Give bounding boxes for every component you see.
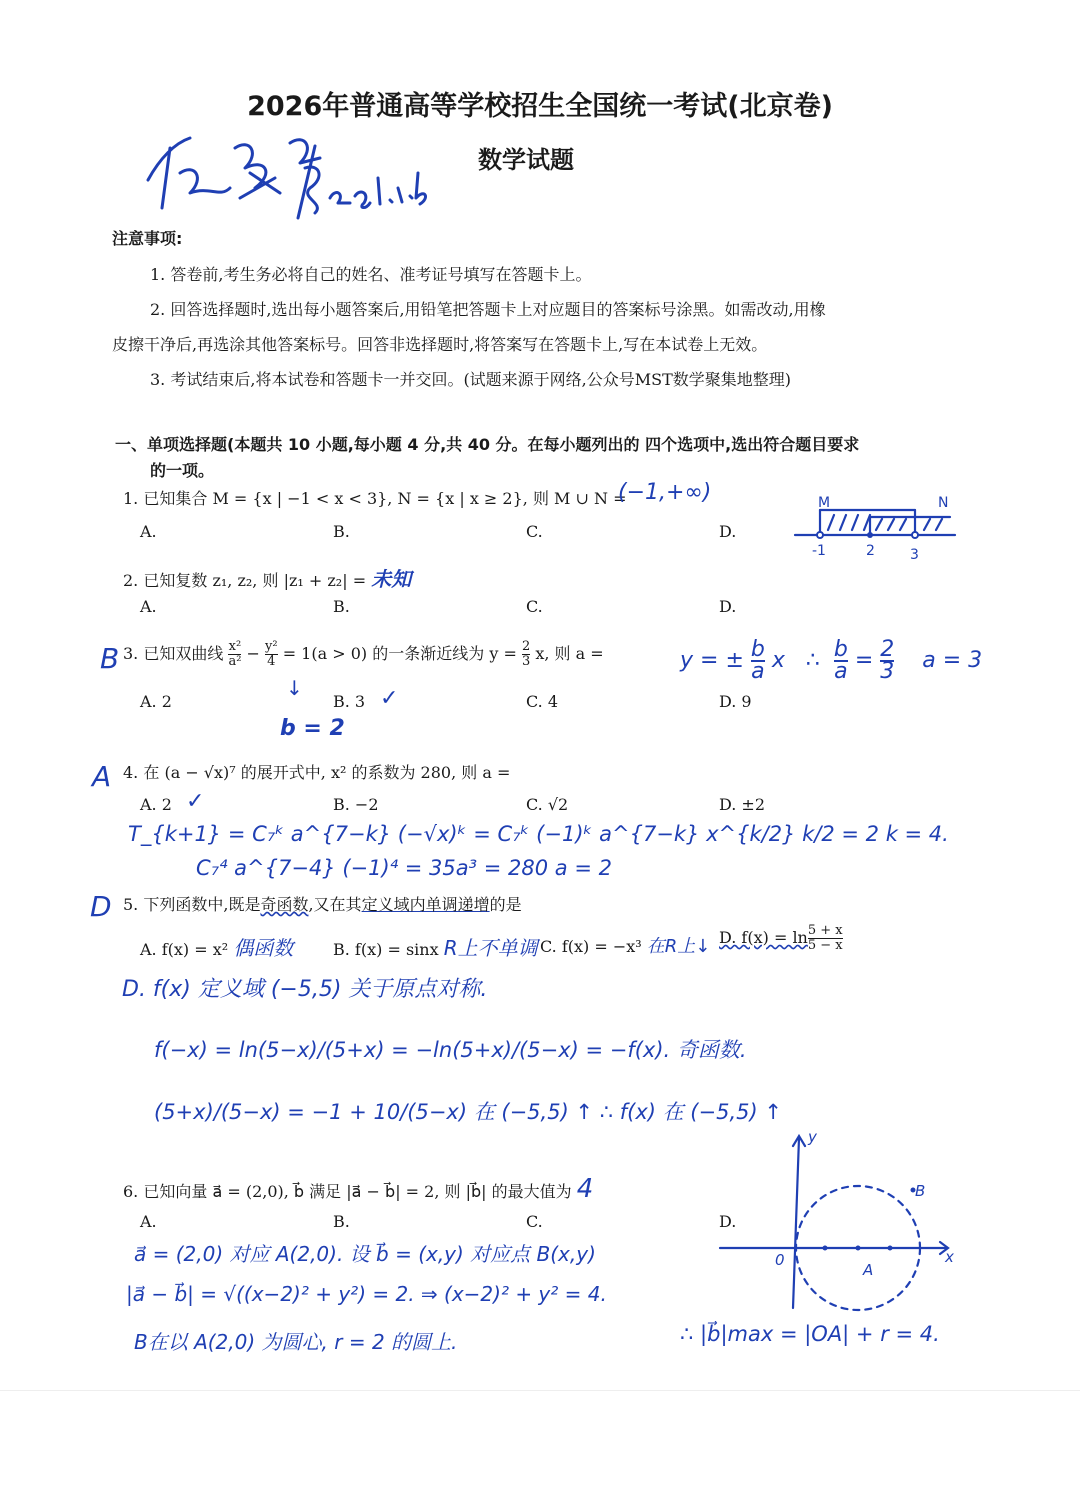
q1-number-line-sketch: [790, 495, 960, 565]
page-edge-line: [0, 1390, 1080, 1391]
q5-option-b: B. f(x) = sinx R上不单调: [333, 936, 538, 960]
q3-option-c: C. 4: [526, 692, 559, 711]
q1-label-2: 2: [866, 543, 875, 559]
q6-handwritten-line-4: ∴ |b⃗|max = |OA| + r = 4.: [680, 1322, 940, 1346]
q3-fraction-2-3: $\frac{2}{3}$: [521, 639, 531, 669]
q1-option-c: C.: [526, 522, 543, 541]
question-text: 在 (a − √x)⁷ 的展开式中, x² 的系数为 280, 则 a =: [143, 763, 511, 782]
q1-label-3: 3: [910, 547, 919, 563]
section-heading: 一、单项选择题(本题共 10 小题,每小题 4 分,共 40 分。在每小题列出的 四个选项中,选出符合题目要求: [115, 435, 860, 454]
question-5-stem: 5. 下列函数中,既是奇函数,又在其定义域内单调递增的是: [123, 895, 522, 914]
q4-option-b: B. −2: [333, 795, 379, 814]
q6-label-b: B: [915, 1182, 926, 1200]
notice-item-2-cont: 皮擦干净后,再选涂其他答案标号。回答非选择题时,将答案写在答题卡上,写在本试卷上无效。: [112, 335, 768, 354]
question-number: 4.: [123, 763, 139, 782]
q3-handwritten-choice: B: [100, 642, 120, 675]
question-number: 1.: [123, 489, 139, 508]
notice-item-1: 1. 答卷前,考生务必将自己的姓名、准考证号填写在答题卡上。: [150, 265, 592, 284]
q5-option-c: C. f(x) = −x³ 在R上↓: [540, 936, 711, 957]
question-number: 6.: [123, 1182, 139, 1201]
q6-handwritten-line-3: B在以 A(2,0) 为圆心, r = 2 的圆上.: [134, 1330, 458, 1354]
q1-label-n: N: [938, 495, 949, 511]
q5-handwritten-line-2: f(−x) = ln(5−x)/(5+x) = −ln(5+x)/(5−x) = −f(x). 奇函数.: [154, 1038, 747, 1062]
page-subtitle: 数学试题: [478, 146, 574, 174]
q4-option-c: C. √2: [526, 795, 569, 814]
q5-handwritten-line-3: (5+x)/(5−x) = −1 + 10/(5−x) 在 (−5,5) ↑ ∴ f(x) 在 (−5,5) ↑: [154, 1100, 782, 1124]
notice-heading: 注意事项:: [112, 229, 183, 248]
q6-handwritten-answer: 4: [576, 1174, 594, 1204]
q6-label-x: x: [945, 1248, 954, 1266]
q4-option-d: D. ±2: [719, 795, 766, 814]
q3-b-value: b = 2: [280, 716, 345, 741]
question-3-stem: 3. 已知双曲线 $\frac{\text{x²}}{\text{a²}}$ − $\frac{\text{y²}}{4}$ = 1(a > 0) 的一条渐近线为 y = $\frac{2}{3}$ x, 则 a =: [123, 639, 604, 669]
question-number: 2.: [123, 571, 139, 590]
q5-handwritten-line-1: D. f(x) 定义域 (−5,5) 关于原点对称.: [122, 977, 488, 1002]
question-number: 5.: [123, 895, 139, 914]
handwritten-signature: [140, 118, 430, 223]
question-4-stem: [123, 760, 510, 783]
question-text: 已知集合 M = {x | −1 < x < 3}, N = {x | x ≥ 2}, 则 M ∪ N =: [143, 489, 627, 508]
q5-underlined-monotonic: 定义域内单调递增: [361, 895, 490, 914]
q4-check-mark: ✓: [186, 789, 205, 814]
section-heading-cont: 的一项。: [150, 461, 215, 480]
q4-option-a: A. 2: [140, 795, 172, 814]
q6-option-d: D.: [719, 1212, 737, 1231]
q1-label-neg1: -1: [812, 543, 826, 559]
q6-handwritten-line-2: |a⃗ − b⃗| = √((x−2)² + y²) = 2. ⇒ (x−2)² + y² = 4.: [126, 1282, 607, 1306]
question-2-stem: [123, 563, 411, 592]
q5-underlined-odd: 奇函数: [260, 895, 309, 914]
q3-check-mark: ✓: [380, 686, 399, 711]
q6-label-origin: 0: [775, 1251, 785, 1269]
q2-option-b: B.: [333, 597, 350, 616]
q5-note-a: 偶函数: [233, 936, 294, 960]
q1-option-b: B.: [333, 522, 350, 541]
q6-label-y: y: [808, 1128, 817, 1146]
question-text: 已知复数 z₁, z₂, 则 |z₁ + z₂| =: [143, 571, 367, 590]
q5-option-a: A. f(x) = x² 偶函数: [140, 936, 294, 960]
q5-option-d: D. f(x) = ln $\frac{5 + x}{5 - x}$: [719, 923, 843, 953]
q1-handwritten-answer: (−1,+∞): [618, 480, 712, 505]
q1-option-d: D.: [719, 522, 737, 541]
question-6-stem: [123, 1174, 593, 1204]
q3-arrow-down: ↓: [286, 676, 303, 700]
q1-option-a: A.: [140, 522, 157, 541]
question-number: 3.: [123, 644, 139, 663]
q6-option-a: A.: [140, 1212, 157, 1231]
q5-note-b: R上不单调: [443, 936, 538, 960]
notice-item-2: 2. 回答选择题时,选出每小题答案后,用铅笔把答题卡上对应题目的答案标号涂黑。如需改动,用橡: [150, 300, 826, 319]
q6-option-b: B.: [333, 1212, 350, 1231]
q6-option-c: C.: [526, 1212, 543, 1231]
q2-option-d: D.: [719, 597, 737, 616]
q3-handwritten-work: y = ± $\frac{b}{a}$ x ∴ $\frac{b}{a}$ = $\frac{2}{3}$ a = 3: [680, 637, 983, 684]
q3-fraction-x2-a2: $\frac{\text{x²}}{\text{a²}}$: [228, 639, 242, 669]
question-text: 已知向量 a⃗ = (2,0), b⃗ 满足 |a⃗ − b⃗| = 2, 则 |b⃗| 的最大值为: [143, 1182, 572, 1201]
q2-option-c: C.: [526, 597, 543, 616]
question-1-stem: [123, 486, 627, 509]
q4-handwritten-line-1: T_{k+1} = C₇ᵏ a^{7−k} (−√x)ᵏ = C₇ᵏ (−1)ᵏ a^{7−k} x^{k/2} k/2 = 2 k = 4.: [128, 822, 949, 846]
q3-option-b: B. 3: [333, 692, 366, 711]
q6-label-a: A: [863, 1261, 874, 1279]
q5-note-c: 在R上↓: [646, 936, 711, 957]
q3-option-a: A. 2: [140, 692, 172, 711]
q5-handwritten-choice: D: [90, 890, 112, 923]
q6-circle-sketch: [715, 1130, 955, 1310]
q3-fraction-y2-4: $\frac{\text{y²}}{4}$: [265, 639, 278, 669]
q2-handwritten-answer: 未知: [371, 567, 412, 591]
q1-label-m: M: [818, 495, 831, 511]
q4-handwritten-line-2: C₇⁴ a^{7−4} (−1)⁴ = 35a³ = 280 a = 2: [196, 856, 612, 880]
question-text: 已知双曲线: [143, 644, 224, 663]
notice-item-3: 3. 考试结束后,将本试卷和答题卡一并交回。(试题来源于网络,公众号MST数学聚集地整理): [150, 370, 792, 389]
q3-option-d: D. 9: [719, 692, 752, 711]
q6-handwritten-line-1: a⃗ = (2,0) 对应 A(2,0). 设 b⃗ = (x,y) 对应点 B(x,y): [134, 1242, 596, 1266]
page-title: 2026年普通高等学校招生全国统一考试(北京卷): [247, 91, 833, 122]
q2-option-a: A.: [140, 597, 157, 616]
q4-handwritten-choice: A: [92, 760, 112, 793]
